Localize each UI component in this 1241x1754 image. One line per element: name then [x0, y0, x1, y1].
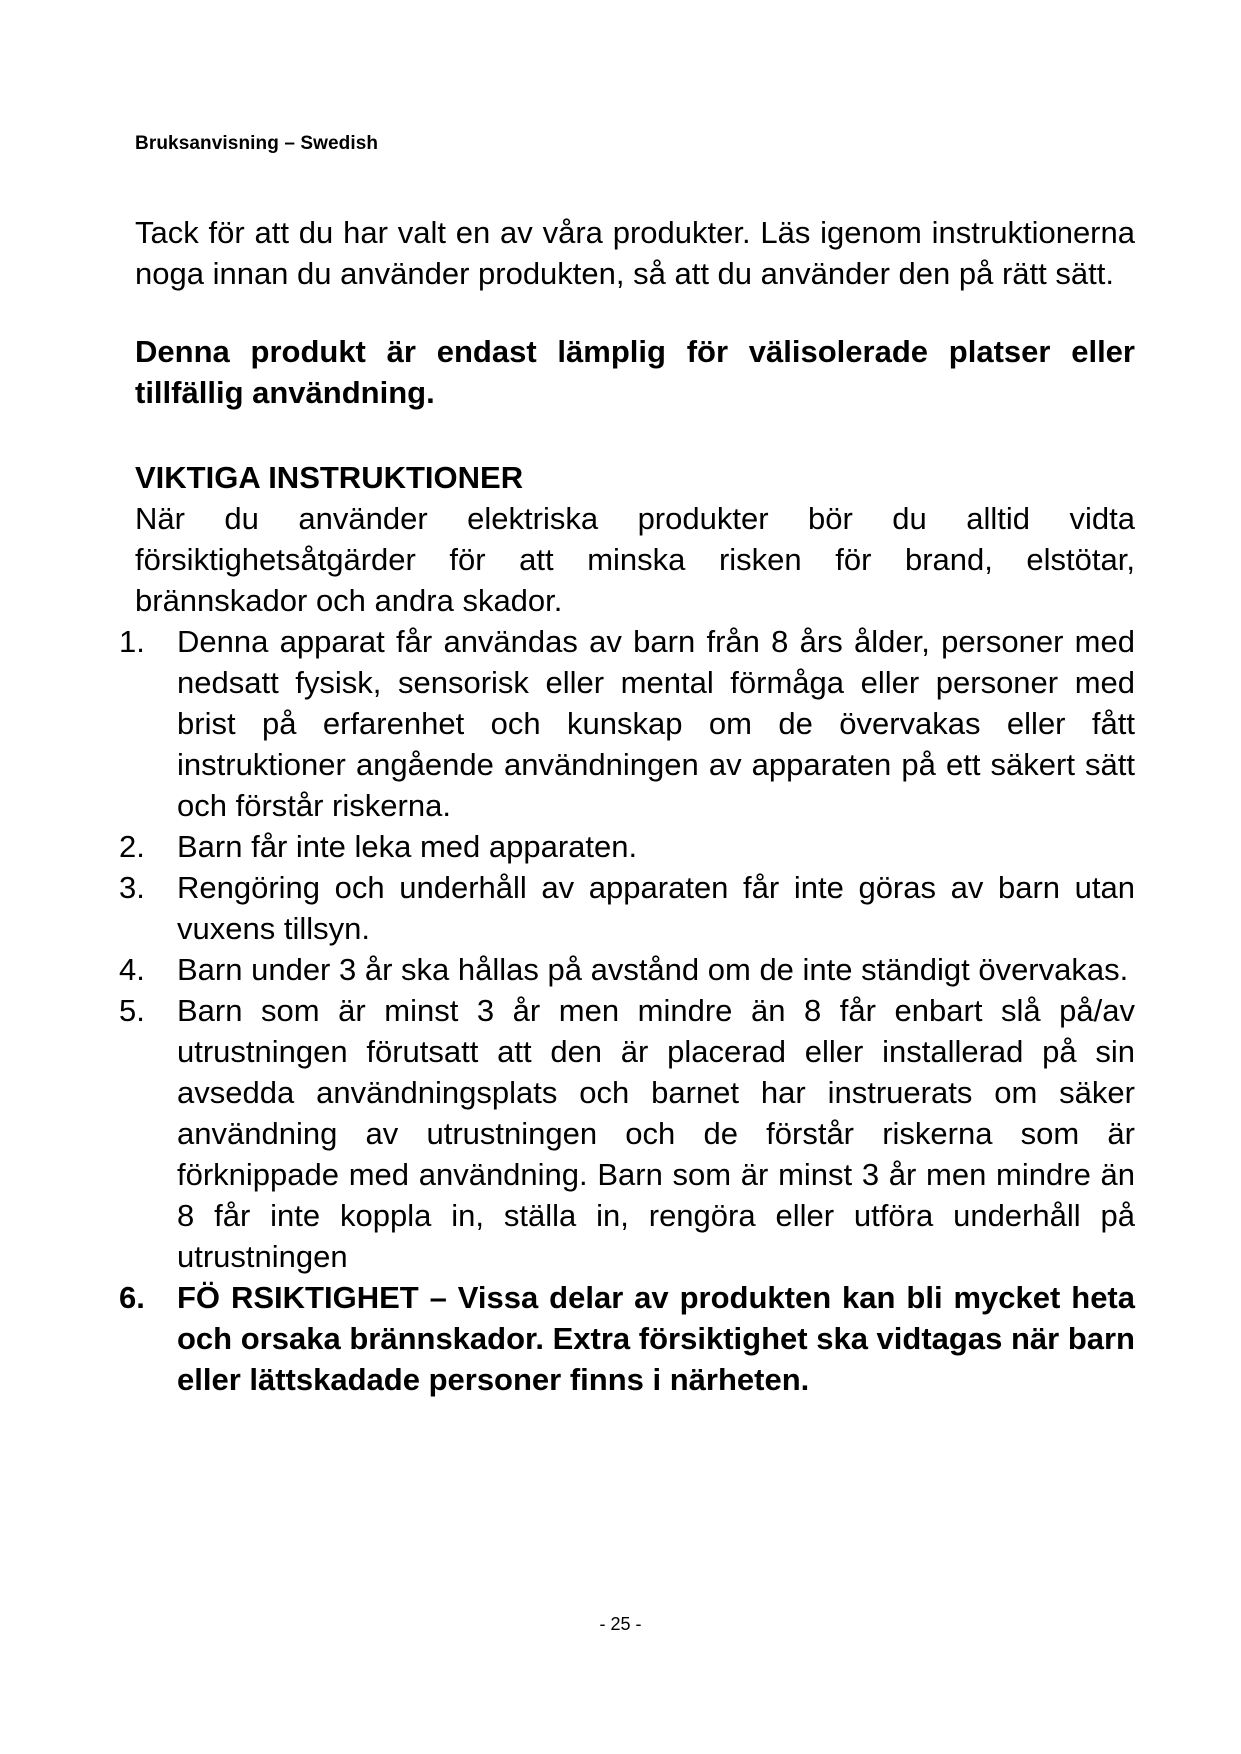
instruction-number: 6. — [119, 1280, 145, 1315]
instruction-number: 1. — [119, 624, 145, 659]
instruction-number: 3. — [119, 870, 145, 905]
instruction-number: 5. — [119, 993, 145, 1028]
instruction-text: Barn som är minst 3 år men mindre än 8 får enbart slå på/av utrustningen förutsatt att den är placerad eller installerad på sin avsedda användningsplats och barnet har instruerats om säker användning av utrustningen och de förstår riskerna som är förknippade med användning. Barn som är minst 3 år men mindre än 8 får inte koppla in, ställa in, rengöra eller utföra underhåll på utrustningen — [177, 993, 1135, 1274]
instruction-item — [119, 949, 1135, 990]
document-content — [119, 212, 1135, 1400]
caution-instruction-item — [119, 1277, 1135, 1400]
instruction-text: Denna apparat får användas av barn från 8 års ålder, personer med nedsatt fysisk, sensorisk eller mental förmåga eller personer med brist på erfarenhet och kunskap om de övervakas eller fått instruktioner angående användningen av apparaten på ett säkert sätt och förstår riskerna. — [177, 624, 1135, 823]
manual-language-header: Bruksanvisning – Swedish — [135, 133, 379, 154]
instruction-item — [119, 826, 1135, 867]
section-intro-paragraph: När du använder elektriska produkter bör du alltid vidta försiktighetsåtgärder för att minska risken för brand, elstötar, brännskador och andra skador. — [135, 501, 1135, 618]
instruction-item — [119, 990, 1135, 1277]
instruction-number: 2. — [119, 829, 145, 864]
intro-paragraph: Tack för att du har valt en av våra produkter. Läs igenom instruktionerna noga innan du använder produkten, så att du använder den på rätt sätt. — [135, 215, 1135, 291]
instruction-text: Barn under 3 år ska hållas på avstånd om de inte ständigt övervakas. — [177, 952, 1129, 987]
instruction-item — [119, 621, 1135, 826]
instruction-list — [119, 621, 1135, 1400]
instruction-item — [119, 867, 1135, 949]
section-heading: VIKTIGA INSTRUKTIONER — [135, 460, 524, 495]
instruction-number: 4. — [119, 952, 145, 987]
instruction-text: Barn får inte leka med apparaten. — [177, 829, 638, 864]
caution-text: FÖ RSIKTIGHET – Vissa delar av produkten kan bli mycket heta och orsaka brännskador. Extra försiktighet ska vidtagas när barn eller lättskadade personer finns i närheten. — [177, 1280, 1135, 1397]
instruction-text: Rengöring och underhåll av apparaten får inte göras av barn utan vuxens tillsyn. — [177, 870, 1135, 946]
usage-notice: Denna produkt är endast lämplig för välisolerade platser eller tillfällig användning. — [135, 334, 1135, 410]
page-number: - 25 - — [599, 1614, 642, 1634]
